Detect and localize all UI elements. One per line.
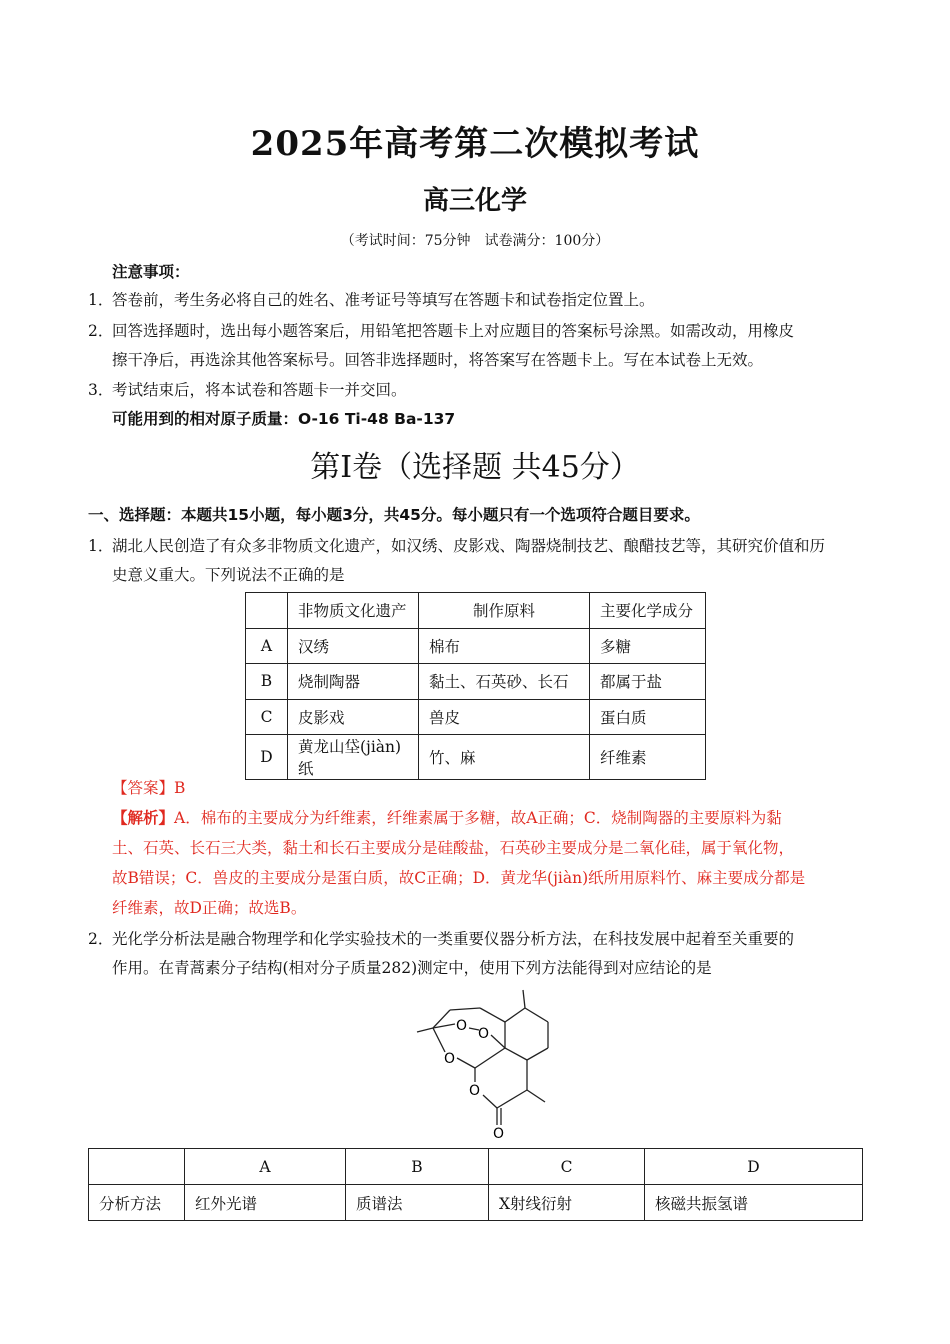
- q1-answer: [112, 778, 185, 798]
- table-row: [246, 628, 706, 664]
- atomic-mass: 可能用到的相对原子质量：O-16 Ti-48 Ba-137: [112, 410, 456, 428]
- table-header: D: [645, 1149, 863, 1185]
- table-header: B: [346, 1149, 489, 1185]
- section-title: 第Ⅰ卷（选择题 共45分）: [310, 450, 640, 485]
- table-row: [246, 699, 706, 735]
- table-cell: D: [246, 735, 288, 780]
- notice-item-3-line-1: 考试结束后，将本试卷和答题卡一并交回。: [112, 381, 407, 399]
- q1-analysis-line-4: 纤维素，故D正确；故选B。: [112, 899, 307, 917]
- oxygen-atom-3: O: [444, 1051, 456, 1067]
- notice-item-2-line-2: 擦干净后，再选涂其他答案标号。回答非选择题时，将答案写在答题卡上。写在本试卷上无效。: [112, 351, 764, 369]
- q2-line-1: 光化学分析法是融合物理学和化学实验技术的一类重要仪器分析方法，在科技发展中起着至关重要的: [112, 930, 795, 948]
- table-header: 主要化学成分: [590, 593, 706, 629]
- table-cell: [246, 593, 288, 629]
- table-cell: 蛋白质: [590, 699, 706, 735]
- table-cell: 棉布: [419, 628, 590, 664]
- table-row: [246, 735, 706, 780]
- q2-table: [88, 1148, 863, 1221]
- table-cell: B: [246, 664, 288, 700]
- table-cell: 黏土、石英砂、长石: [419, 664, 590, 700]
- table-cell: 黄龙山垈(jiàn)纸: [288, 735, 419, 780]
- oxygen-atom-2: O: [478, 1026, 490, 1042]
- table-cell: 皮影戏: [288, 699, 419, 735]
- table-cell: X射线衍射: [489, 1185, 645, 1221]
- table-row: [89, 1149, 863, 1185]
- table-header: C: [489, 1149, 645, 1185]
- table-header: 非物质文化遗产: [288, 593, 419, 629]
- table-cell: 竹、麻: [419, 735, 590, 780]
- table-row: [246, 664, 706, 700]
- exam-subtitle: 高三化学: [422, 186, 527, 216]
- notice-item-1-line-1: 答卷前，考生务必将自己的姓名、准考证号等填写在答题卡和试卷指定位置上。: [112, 291, 655, 309]
- table-cell: A: [246, 628, 288, 664]
- table-cell: 兽皮: [419, 699, 590, 735]
- notice-item-2-line-1: 回答选择题时，选出每小题答案后，用铅笔把答题卡上对应题目的答案标号涂黑。如需改动，用橡皮: [112, 322, 795, 340]
- q2-num: 2．: [88, 930, 114, 948]
- table-cell: [89, 1149, 185, 1185]
- table-cell: 多糖: [590, 628, 706, 664]
- part-intro: 一、选择题：本题共15小题，每小题3分，共45分。每小题只有一个选项符合题目要求。: [88, 506, 700, 524]
- table-cell: 质谱法: [346, 1185, 489, 1221]
- structure-bonds: [417, 990, 548, 1125]
- table-cell: 烧制陶器: [288, 664, 419, 700]
- table-cell: 核磁共振氢谱: [645, 1185, 863, 1221]
- table-cell: C: [246, 699, 288, 735]
- q1-line-2: 史意义重大。下列说法不正确的是: [112, 566, 345, 584]
- oxygen-atom-1: O: [456, 1018, 468, 1034]
- q1-table: [245, 592, 706, 780]
- q1-num: 1．: [88, 537, 114, 555]
- answer-value: B: [174, 779, 186, 797]
- exam-title: 2025年高考第二次模拟考试: [250, 124, 700, 164]
- oxygen-atom-5: O: [493, 1126, 505, 1142]
- q1-analysis-line-3: 故B错误；C．兽皮的主要成分是蛋白质，故C正确；D．黄龙华(jiàn)纸所用原料竹、麻主要成分都是: [112, 869, 806, 887]
- notice-item-1-num: 1．: [88, 291, 114, 309]
- q2-line-2: 作用。在青蒿素分子结构(相对分子质量282)测定中，使用下列方法能得到对应结论的是: [112, 959, 712, 977]
- exam-info: （考试时间：75分钟 试卷满分：100分）: [340, 233, 610, 249]
- table-row: [89, 1185, 863, 1221]
- q1-analysis-line-1: [112, 808, 782, 828]
- answer-label: 【答案】: [112, 779, 175, 797]
- table-header: A: [185, 1149, 346, 1185]
- table-cell: 汉绣: [288, 628, 419, 664]
- notice-item-2-num: 2．: [88, 322, 114, 340]
- oxygen-atom-4: O: [469, 1083, 481, 1099]
- q1-line-1: 湖北人民创造了有众多非物质文化遗产，如汉绣、皮影戏、陶器烧制技艺、酿醋技艺等，其研究价值和历: [112, 537, 826, 555]
- table-cell: 分析方法: [89, 1185, 185, 1221]
- table-cell: 纤维素: [590, 735, 706, 780]
- table-row: [246, 593, 706, 629]
- artemisinin-structure: [405, 980, 565, 1145]
- table-header: 制作原料: [419, 593, 590, 629]
- notice-item-3-num: 3．: [88, 381, 114, 399]
- table-cell: 红外光谱: [185, 1185, 346, 1221]
- table-cell: 都属于盐: [590, 664, 706, 700]
- notice-heading: 注意事项：: [112, 263, 190, 281]
- analysis-label: 【解析】: [112, 809, 175, 827]
- analysis-text: A．棉布的主要成分为纤维素，纤维素属于多糖，故A正确；C．烧制陶器的主要原料为黏: [174, 809, 782, 827]
- q1-analysis-line-2: 土、石英、长石三大类，黏土和长石主要成分是硅酸盐，石英砂主要成分是二氧化硅，属于氧化物，: [112, 839, 795, 857]
